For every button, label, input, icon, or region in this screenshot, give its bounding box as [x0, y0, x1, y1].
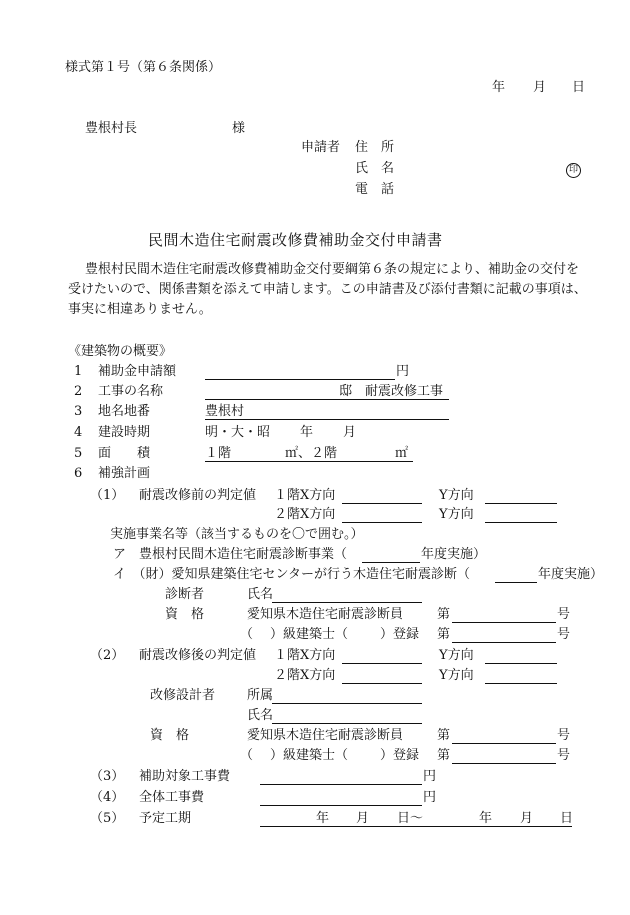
item-6-label: 補強計画: [98, 466, 151, 481]
date-year-label: 年: [492, 80, 506, 95]
item-2-label: 工事の名称: [98, 384, 164, 399]
after-f2x-field[interactable]: [342, 668, 422, 684]
seal-mark: 印: [566, 163, 581, 178]
era-options[interactable]: 明・大・昭: [205, 425, 271, 440]
designer-qual1-no-field[interactable]: [452, 728, 556, 744]
schedule-year: 年: [316, 811, 330, 826]
diagnoser-qual2-no-field[interactable]: [452, 627, 556, 643]
item-5-unit1: ㎡、２階: [285, 446, 338, 461]
designer-qual1-no-prefix: 第: [437, 728, 451, 743]
total-cost-field[interactable]: [260, 790, 422, 806]
before-f2x-field[interactable]: [342, 507, 422, 523]
option-a-suffix: 年度実施）: [421, 547, 487, 562]
applicant-phone-label: 電 話: [355, 182, 395, 197]
before-label: 耐震改修前の判定値: [139, 488, 257, 503]
designer-qualification-label: 資 格: [150, 728, 190, 743]
after-f2x-label: ２階X方向: [274, 668, 336, 683]
item-3-label: 地名地番: [98, 404, 151, 419]
after-f1x-field[interactable]: [342, 648, 422, 664]
designer-qual1: 愛知県木造住宅耐震診断員: [247, 728, 404, 743]
before-f2y-label: Y方向: [439, 507, 474, 522]
before-f2y-field[interactable]: [485, 507, 557, 523]
schedule-day-2: 日: [560, 811, 574, 826]
applicant-address-label: 住 所: [355, 140, 395, 155]
after-f1x-label: １階X方向: [274, 648, 336, 663]
diagnoser-name-field[interactable]: [272, 587, 422, 603]
item-4-label: 建設時期: [98, 425, 151, 440]
schedule-label: 予定工期: [139, 811, 192, 826]
diagnoser-qual1-no-suffix: 号: [557, 607, 571, 622]
diagnoser-qual2-no-suffix: 号: [557, 627, 571, 642]
implementation-option-i[interactable]: イ （財）愛知県建築住宅センターが行う木造住宅耐震診断（: [113, 567, 470, 582]
date-day-label: 日: [572, 80, 586, 95]
schedule-day-tilde: 日～: [397, 811, 424, 826]
after-f2y-label: Y方向: [439, 668, 474, 683]
before-f1x-label: １階X方向: [274, 488, 336, 503]
item-1-label: 補助金申請額: [98, 364, 177, 379]
option-i-suffix: 年度実施）: [538, 567, 604, 582]
document-title: 民間木造住宅耐震改修費補助金交付申請書: [148, 231, 443, 249]
item-2-no: 2: [74, 384, 83, 399]
after-f1y-label: Y方向: [439, 648, 474, 663]
item-4-month: 月: [343, 425, 357, 440]
diagnoser-qual1-no-field[interactable]: [452, 607, 556, 623]
section-header: 《建築物の概要》: [68, 344, 173, 359]
after-no: （2）: [90, 648, 125, 663]
after-f1y-field[interactable]: [485, 648, 557, 664]
designer-qual2-close: ）登録: [380, 748, 420, 763]
item-4-year: 年: [300, 425, 314, 440]
designer-office-field[interactable]: [272, 688, 422, 704]
item-5-label: 面 積: [98, 446, 151, 461]
schedule-month: 月: [356, 811, 370, 826]
item-5-floor1: １階: [205, 446, 232, 461]
cost-4-label: 全体工事費: [139, 790, 205, 805]
intro-line-3: 事実に相違ありません。: [68, 302, 212, 317]
cost-4-no: （4）: [90, 790, 125, 805]
diagnoser-qual2-no-prefix: 第: [437, 627, 451, 642]
date-month-label: 月: [533, 80, 547, 95]
before-f1y-field[interactable]: [485, 488, 557, 504]
after-f2y-field[interactable]: [485, 668, 557, 684]
schedule-month-2: 月: [520, 811, 534, 826]
addressee-honorific: 様: [232, 121, 246, 136]
designer-qual2-no-suffix: 号: [557, 748, 571, 763]
designer-qual2-open: （: [240, 748, 254, 763]
item-4-no: 4: [74, 425, 83, 440]
diagnoser-qual2-open: （: [240, 627, 254, 642]
item-5-no: 5: [74, 446, 83, 461]
implementation-label: 実施事業名等（該当するものを〇で囲む。）: [110, 527, 364, 542]
after-label: 耐震改修後の判定値: [139, 648, 257, 663]
subsidy-target-cost-field[interactable]: [260, 769, 422, 785]
diagnoser-label: 診断者: [165, 587, 205, 602]
item-6-no: 6: [74, 466, 83, 481]
option-i-year-field[interactable]: [495, 567, 537, 583]
designer-office-label: 所属: [247, 688, 274, 703]
item-5-unit2: ㎡: [395, 446, 409, 461]
diagnoser-qual2-mid: ）級建築士（: [270, 627, 349, 642]
designer-qual2-no-field[interactable]: [452, 748, 556, 764]
seal-icon: [566, 161, 581, 178]
diagnoser-name-label: 氏名: [247, 587, 274, 602]
before-f1x-field[interactable]: [342, 488, 422, 504]
item-3-no: 3: [74, 404, 83, 419]
item-3-value: 豊根村: [205, 404, 245, 419]
option-a-year-field[interactable]: [362, 547, 420, 563]
intro-line-2: 受けたいので、関係書類を添えて申請します。この申請書及び添付書類に記載の事項は、: [68, 282, 587, 297]
item-1-no: 1: [74, 364, 83, 379]
before-f1y-label: Y方向: [439, 488, 474, 503]
applicant-label: 申請者: [301, 140, 341, 155]
schedule-year-2: 年: [479, 811, 493, 826]
requested-amount-field[interactable]: [205, 364, 395, 380]
cost-3-no: （3）: [90, 769, 125, 784]
designer-name-label: 氏名: [247, 708, 274, 723]
before-f2x-label: ２階X方向: [274, 507, 336, 522]
implementation-option-a[interactable]: ア 豊根村民間木造住宅耐震診断事業（: [113, 547, 348, 562]
cost-3-suffix: 円: [423, 769, 437, 784]
designer-qual1-no-suffix: 号: [557, 728, 571, 743]
designer-name-field[interactable]: [272, 708, 422, 724]
diagnoser-qual2-close: ）登録: [380, 627, 420, 642]
cost-4-suffix: 円: [423, 790, 437, 805]
designer-label: 改修設計者: [150, 688, 216, 703]
before-no: （1）: [90, 488, 125, 503]
applicant-name-label: 氏 名: [355, 161, 395, 176]
designer-qual2-no-prefix: 第: [437, 748, 451, 763]
cost-3-label: 補助対象工事費: [139, 769, 231, 784]
designer-qual2-mid: ）級建築士（: [270, 748, 349, 763]
diagnoser-qualification-label: 資 格: [165, 607, 205, 622]
item-1-suffix: 円: [396, 364, 410, 379]
schedule-no: （5）: [90, 811, 125, 826]
item-2-suffix: 邸 耐震改修工事: [339, 384, 444, 399]
form-number: 様式第１号（第６条関係）: [65, 60, 222, 75]
intro-line-1: 豊根村民間木造住宅耐震改修費補助金交付要綱第６条の規定により、補助金の交付を: [85, 262, 580, 277]
diagnoser-qual1-no-prefix: 第: [437, 607, 451, 622]
addressee-name: 豊根村長: [85, 121, 138, 136]
diagnoser-qual1: 愛知県木造住宅耐震診断員: [247, 607, 404, 622]
